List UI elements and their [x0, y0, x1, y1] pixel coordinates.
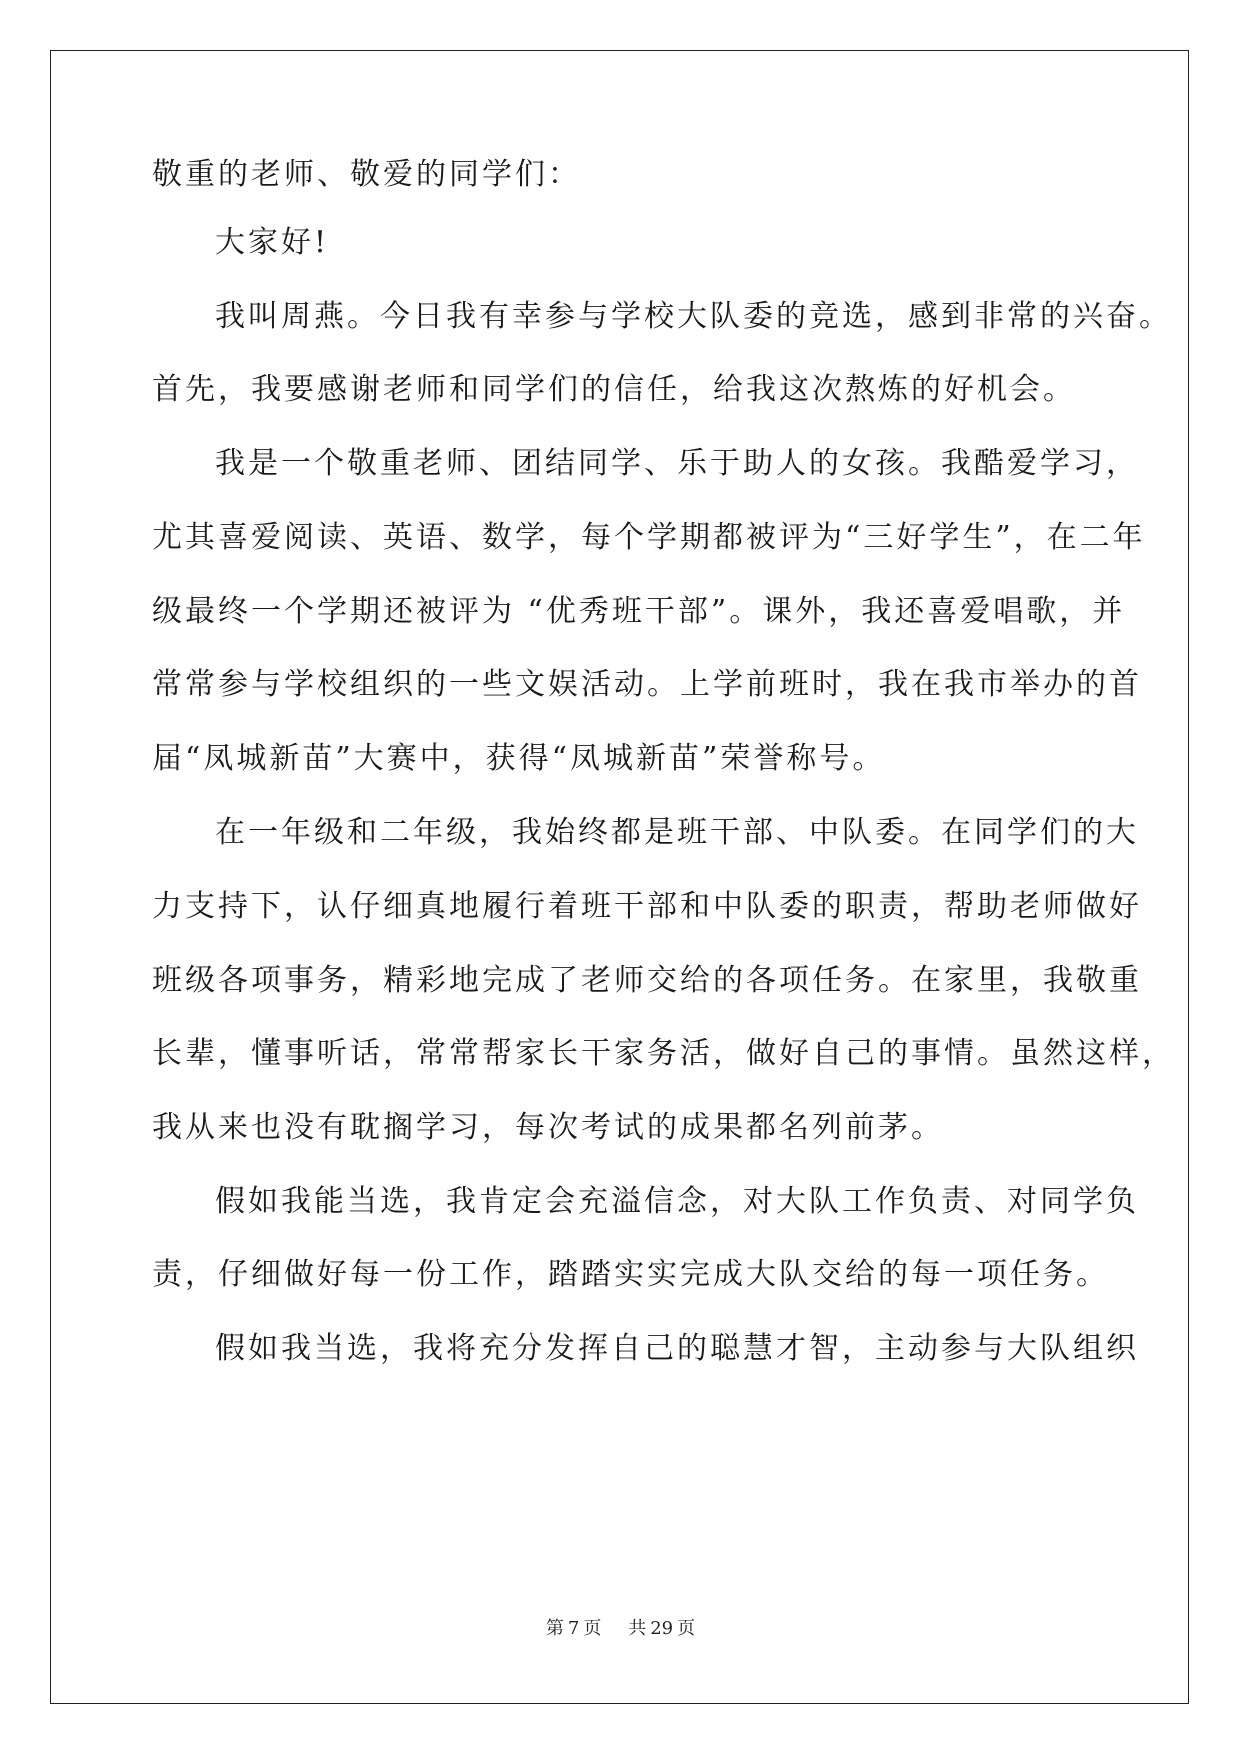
paragraph-line: 在一年级和二年级，我始终都是班干部、中队委。在同学们的大: [215, 815, 1139, 850]
paragraph-line: 我叫周燕。今日我有幸参与学校大队委的竞选，感到非常的兴奋。: [215, 299, 1172, 334]
paragraph-line: 班级各项事务，精彩地完成了老师交给的各项任务。在家里，我敬重: [152, 963, 1142, 998]
paragraph-line: 假如我当选，我将充分发挥自己的聪慧才智，主动参与大队组织: [215, 1331, 1139, 1366]
page-footer: [0, 1618, 1241, 1640]
salutation-line: 敬重的老师、敬爱的同学们：: [152, 157, 581, 192]
paragraph-line: 责，仔细做好每一份工作，踏踏实实完成大队交给的每一项任务。: [152, 1257, 1109, 1292]
total-suffix: 页: [677, 1618, 696, 1639]
paragraph-line: 力支持下，认仔细真地履行着班干部和中队委的职责，帮助老师做好: [152, 889, 1142, 924]
paragraph-line: 长辈，懂事听话，常常帮家长干家务活，做好自己的事情。虽然这样，: [152, 1036, 1175, 1071]
total-pages: 29: [650, 1618, 674, 1639]
page-number: 7: [567, 1618, 580, 1639]
paragraph-line: 我是一个敬重老师、团结同学、乐于助人的女孩。我酷爱学习，: [215, 446, 1139, 481]
page-label-prefix: 第: [545, 1618, 564, 1639]
paragraph-line: 首先，我要感谢老师和同学们的信任，给我这次熬炼的好机会。: [152, 372, 1076, 407]
paragraph-line: 届“凤城新苗”大赛中，获得“凤城新苗”荣誉称号。: [152, 741, 886, 776]
paragraph-line: 常常参与学校组织的一些文娱活动。上学前班时，我在我市举办的首: [152, 667, 1142, 702]
paragraph-line: 假如我能当选，我肯定会充溢信念，对大队工作负责、对同学负: [215, 1184, 1139, 1219]
greeting-line: 大家好!: [215, 225, 330, 260]
paragraph-line: 级最终一个学期还被评为 “优秀班干部”。课外，我还喜爱唱歌，并: [152, 594, 1126, 629]
paragraph-line: 我从来也没有耽搁学习，每次考试的成果都名列前茅。: [152, 1110, 944, 1145]
total-prefix: 共: [628, 1618, 647, 1639]
page-label-suffix: 页: [583, 1618, 602, 1639]
paragraph-line: 尤其喜爱阅读、英语、数学，每个学期都被评为“三好学生”，在二年: [152, 520, 1146, 555]
